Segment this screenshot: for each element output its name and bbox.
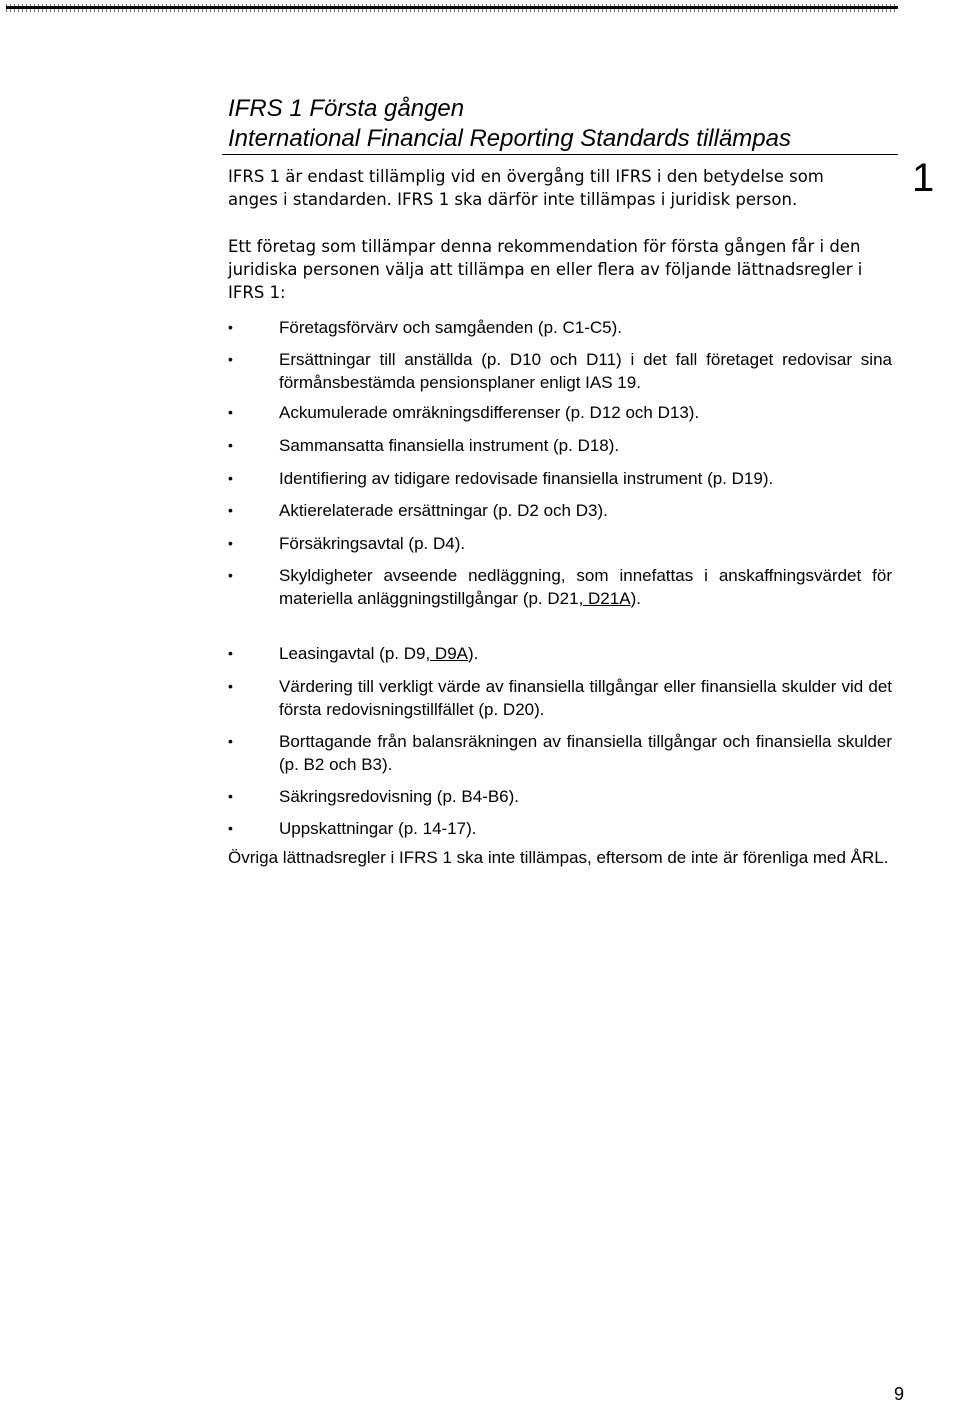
list-item-text: Försäkringsavtal (p. D4). <box>279 534 466 553</box>
list-item-text: Säkringsredovisning (p. B4-B6). <box>279 787 520 806</box>
bullet-icon: • <box>228 437 233 453</box>
title-divider <box>222 154 898 155</box>
list-item-text: Aktierelaterade ersättningar (p. D2 och D3). <box>279 501 608 520</box>
list-item-text: Sammansatta finansiella instrument (p. D18). <box>279 436 620 455</box>
list-item-text-main: Leasingavtal (p. D9 <box>279 644 426 663</box>
bullet-icon: • <box>228 678 233 694</box>
bullet-icon: • <box>228 404 233 420</box>
chapter-number: 1 <box>912 156 935 200</box>
bullet-icon: • <box>228 470 233 486</box>
bullet-icon: • <box>228 502 233 518</box>
bullet-icon: • <box>228 567 233 583</box>
intro-paragraph: IFRS 1 är endast tillämplig vid en övergång till IFRS i den betydelse som anges i standarden. IFRS 1 ska därför inte tillämpas i juridisk person. <box>228 167 824 209</box>
list-item-text: Borttagande från balansräkningen av finansiella tillgångar och finansiella skulder (p. B2 och B3). <box>279 732 892 774</box>
list-item-text: Uppskattningar (p. 14-17). <box>279 819 477 838</box>
header-rule <box>6 6 898 9</box>
list-item-text: Ersättningar till anställda (p. D10 och D11) i det fall företaget redovisar sina förmånsbestämda pensionsplaner enligt IAS 19. <box>279 350 892 392</box>
list-item-text: Ackumulerade omräkningsdifferenser (p. D12 och D13). <box>279 403 700 422</box>
bullet-icon: • <box>228 351 233 367</box>
page-number: 9 <box>894 1384 905 1404</box>
bullet-icon: • <box>228 788 233 804</box>
bullet-icon: • <box>228 645 233 661</box>
lead-paragraph: Ett företag som tillämpar denna rekommendation för första gången får i den juridiska personen välja att tillämpa en eller flera av följande lättnadsregler i IFRS 1: <box>228 237 863 302</box>
list-item-text-end: ). <box>630 589 641 608</box>
list-item-text-main: Skyldigheter avseende nedläggning, som innefattas i anskaffningsvärdet för materiella anläggningstillgångar (p. D21 <box>279 566 892 608</box>
bullet-icon: • <box>228 733 233 749</box>
list-item-text: Identifiering av tidigare redovisade finansiella instrument (p. D19). <box>279 469 774 488</box>
document-subtitle: International Financial Reporting Standards tillämpas <box>228 125 791 152</box>
list-item-text <box>279 642 892 665</box>
amended-reference: , D9A <box>425 644 469 663</box>
document-title: IFRS 1 Första gången <box>228 95 465 122</box>
closing-paragraph: Övriga lättnadsregler i IFRS 1 ska inte tillämpas, eftersom de inte är förenliga med ÅRL. <box>228 848 889 867</box>
list-item-text: Värdering till verkligt värde av finansiella tillgångar eller finansiella skulder vid det första redovisningstillfället (p. D20). <box>279 677 892 719</box>
list-item-text: Företagsförvärv och samgåenden (p. C1-C5). <box>279 318 622 337</box>
list-item-text <box>279 564 892 610</box>
amended-reference: , D21A <box>578 589 631 608</box>
list-item-text-end: ). <box>468 644 479 663</box>
bullet-icon: • <box>228 535 233 551</box>
bullet-icon: • <box>228 319 233 335</box>
bullet-icon: • <box>228 820 233 836</box>
